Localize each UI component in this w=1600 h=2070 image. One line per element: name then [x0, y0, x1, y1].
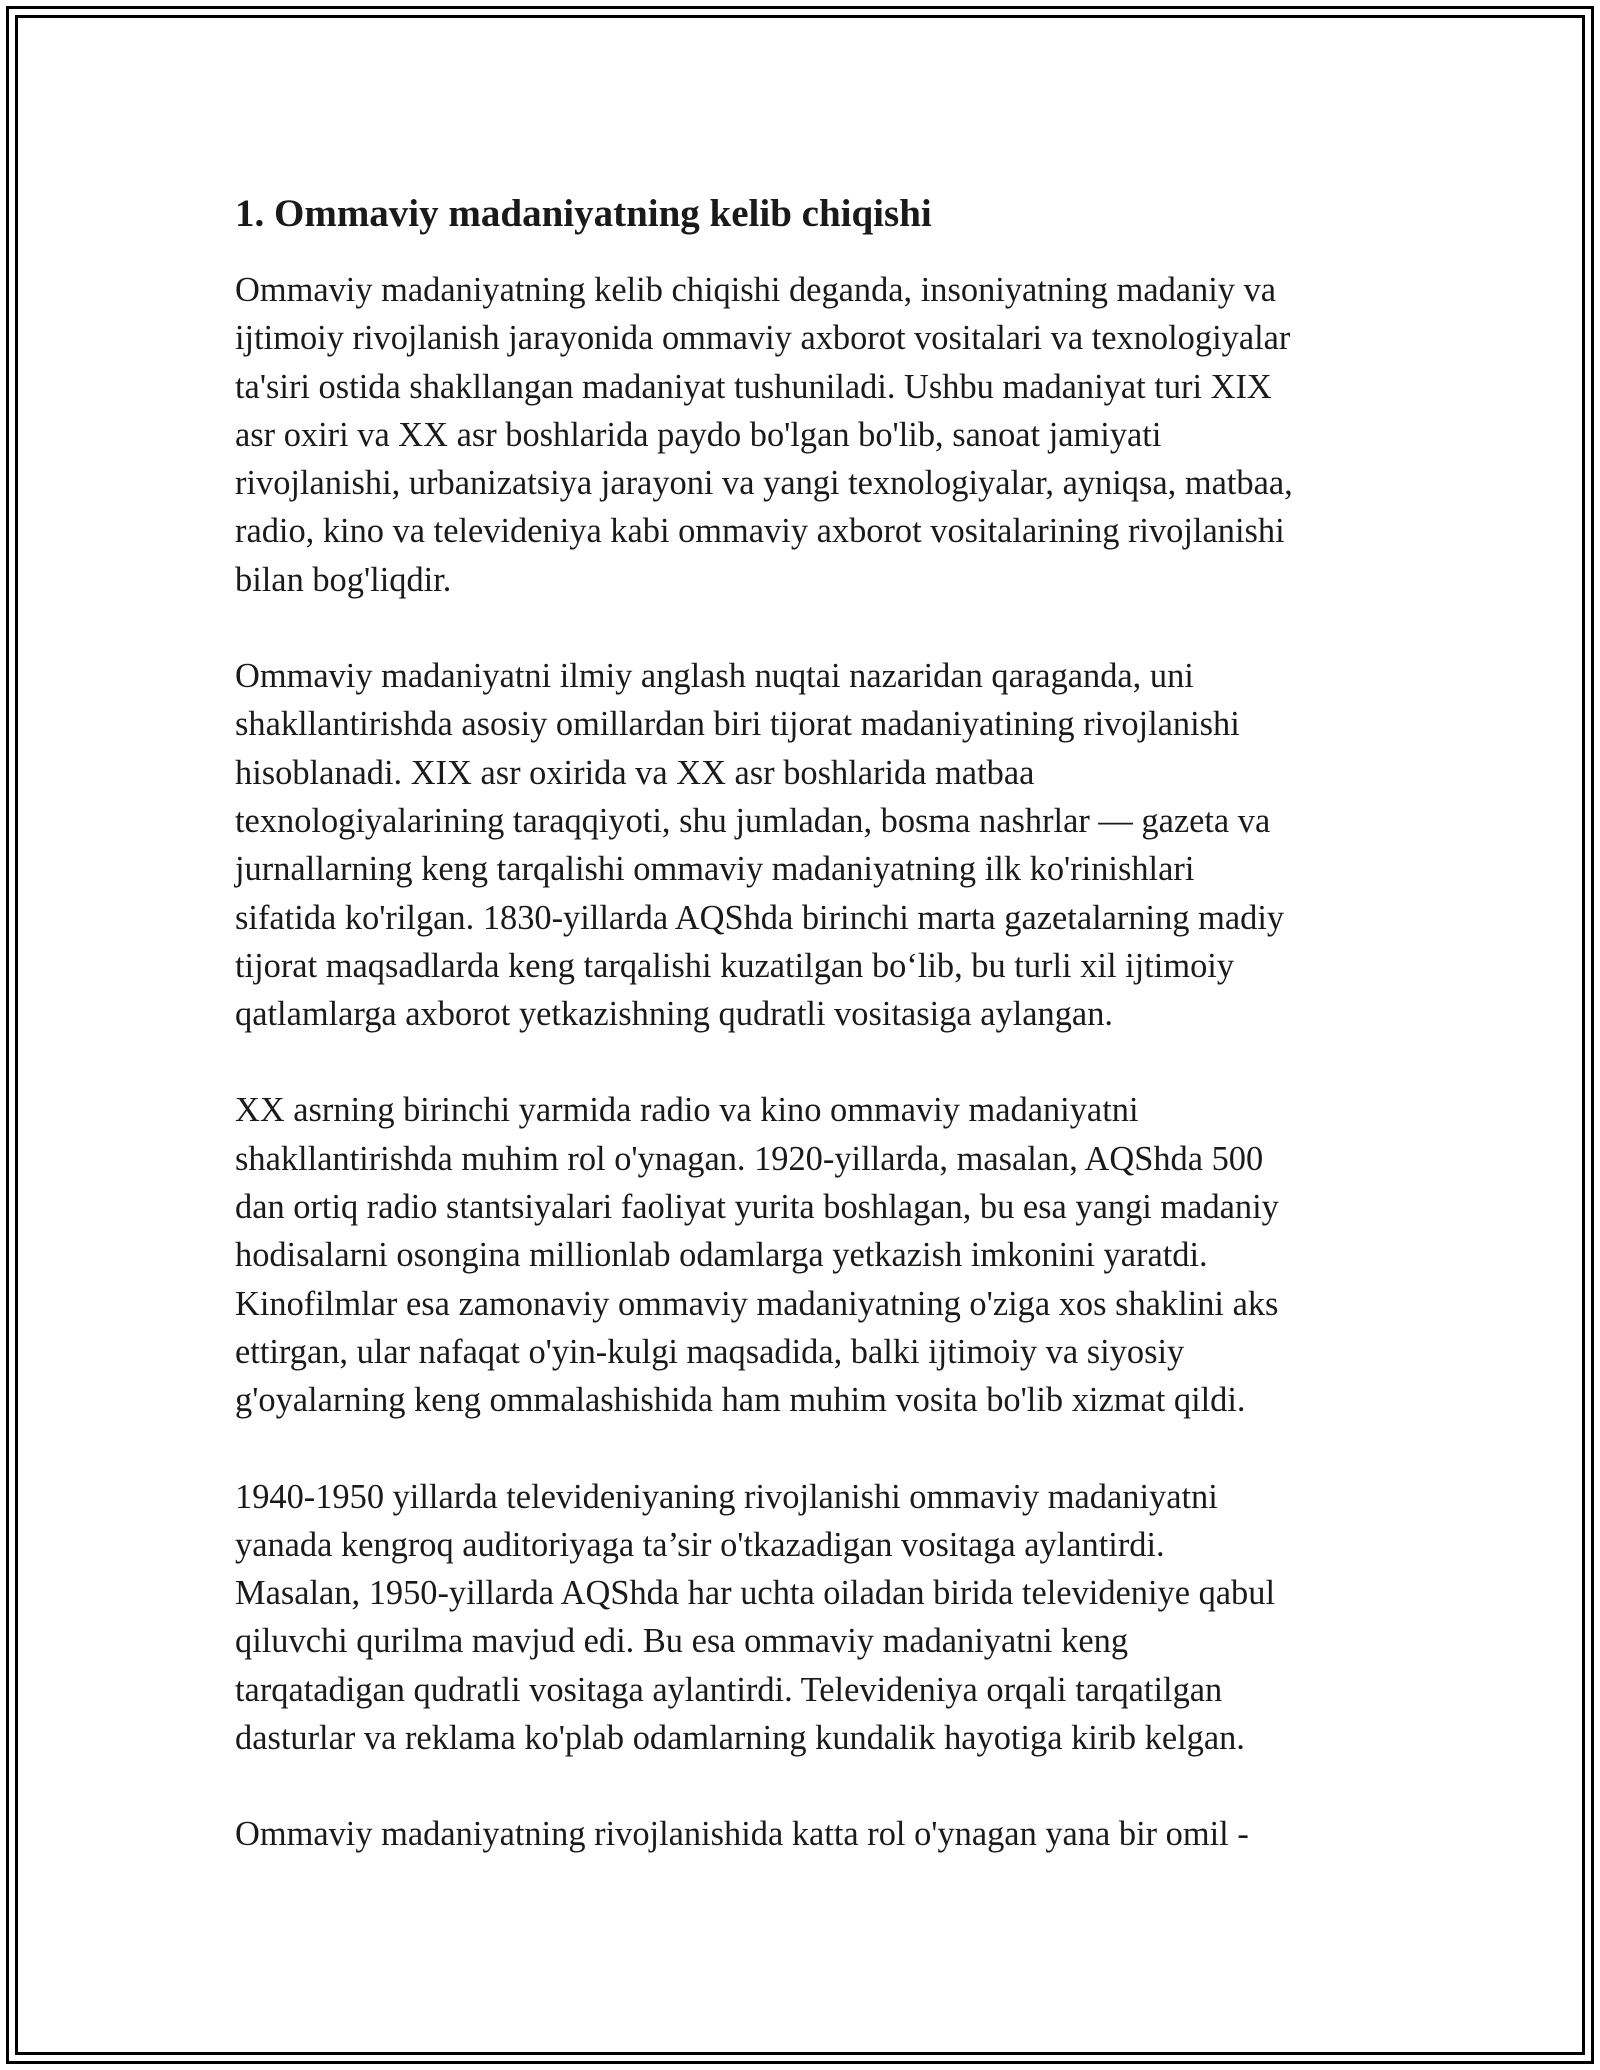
paragraph-2: Ommaviy madaniyatni ilmiy anglash nuqtai nazaridan qaraganda, uni shakllantirishda asosiy omillardan biri tijorat madaniyatining rivojlanishi hisoblanadi. XIX asr oxirida va XX asr boshlarida matbaa texnologiyalarining taraqqiyoti, shu jumladan, bosma nashrlar — gazeta va jurnallarning keng tarqalishi ommaviy madaniyatning ilk ko'rinishlari sifatida ko'rilgan. 1830-yillarda AQShda birinchi marta gazetalarning madiy tijorat maqsadlarda keng tarqalishi kuzatilgan bo‘lib, bu turli xil ijtimoiy qatlamlarga axborot yetkazishning qudratli vositasiga aylangan. — [235, 657, 1285, 1034]
paragraph-1: Ommaviy madaniyatning kelib chiqishi deganda, insoniyatning madaniy va ijtimoiy rivojlanish jarayonida ommaviy axborot vositalari va texnologiyalar ta'siri ostida shakllangan madaniyat tushuniladi. Ushbu madaniyat turi XIX asr oxiri va XX asr boshlarida paydo bo'lgan bo'lib, sanoat jamiyati rivojlanishi, urbanizatsiya jarayoni va yangi texnologiyalar, ayniqsa, matbaa, radio, kino va televideniya kabi ommaviy axborot vositalarining rivojlanishi bilan bog'liqdir. — [235, 271, 1293, 599]
paragraph-3: XX asrning birinchi yarmida radio va kino ommaviy madaniyatni shakllantirishda muhim rol o'ynagan. 1920-yillarda, masalan, AQShda 500 dan ortiq radio stantsiyalari faoliyat yurita boshlagan, bu esa yangi madaniy hodisalarni osongina millionlab odamlarga yetkazish imkonini yaratdi. Kinofilmlar esa zamonaviy ommaviy madaniyatning o'ziga xos shaklini aks ettirgan, ular nafaqat o'yin-kulgi maqsadida, balki ijtimoiy va siyosiy g'oyalarning keng ommalashishida ham muhim vosita bo'lib xizmat qildi. — [235, 1091, 1279, 1420]
document-body — [235, 188, 1375, 1907]
paragraph-4: 1940-1950 yillarda televideniyaning rivojlanishi ommaviy madaniyatni yanada kengroq auditoriyaga ta’sir o'tkazadigan vositaga aylantirdi. Masalan, 1950-yillarda AQShda har uchta oiladan birida televideniye qabul qiluvchi qurilma mavjud edi. Bu esa ommaviy madaniyatni keng tarqatadigan qudratli vositaga aylantirdi. Televideniya orqali tarqatilgan dasturlar va reklama ko'plab odamlarning kundalik hayotiga kirib kelgan. — [235, 1477, 1275, 1758]
section-heading: 1. Ommaviy madaniyatning kelib chiqishi — [235, 192, 932, 235]
paragraph-5: Ommaviy madaniyatning rivojlanishida katta rol o'ynagan yana bir omil - — [235, 1815, 1249, 1854]
